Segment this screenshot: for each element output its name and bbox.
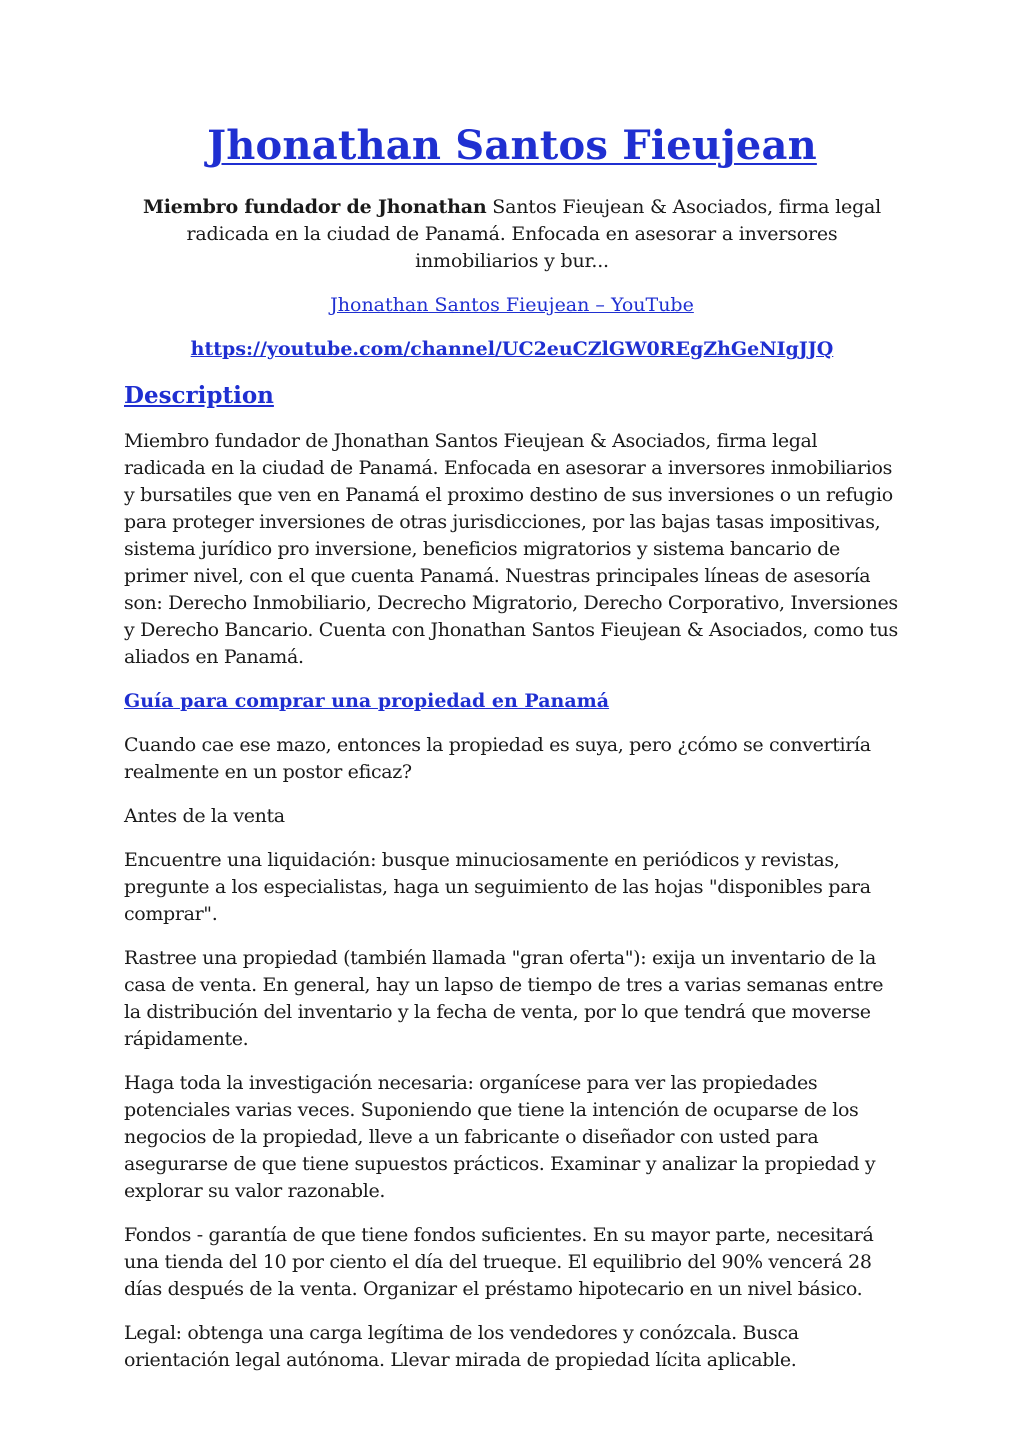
description-paragraph: Miembro fundador de Jhonathan Santos Fieujean & Asociados, firma legal radicada en la ciudad de Panamá. Enfocada en asesorar a inversores inmobiliarios y bursatiles que ven en Panamá el proximo destino de sus inversiones o un refugio para proteger inversiones de otras jurisdicciones, por las bajas tasas impositivas, sistema jurídico pro inversione, beneficios migratorios y sistema bancario de primer nivel, con el que cuenta Panamá. Nuestras principales líneas de asesoría son: Derecho Inmobiliario, Decrecho Migratorio, Derecho Corporativo, Inversiones y Derecho Bancario. Cuenta con Jhonathan Santos Fieujean & Asociados, como tus aliados en Panamá. [124, 430, 898, 668]
body-paragraph: Cuando cae ese mazo, entonces la propiedad es suya, pero ¿cómo se convertiría realmente en un postor eficaz? [124, 734, 871, 783]
guide-heading [124, 688, 900, 715]
intro-paragraph [124, 194, 900, 275]
page-title [124, 118, 900, 174]
description-heading [124, 380, 900, 412]
document-page [124, 118, 900, 1391]
youtube-url-line [124, 336, 900, 363]
youtube-link-line [124, 292, 900, 319]
body-paragraph: Antes de la venta [124, 805, 285, 827]
body-paragraph: Legal: obtenga una carga legítima de los vendedores y conózcala. Busca orientación legal autónoma. Llevar mirada de propiedad lícita aplicable. [124, 1322, 799, 1371]
body-paragraph: Fondos - garantía de que tiene fondos suficientes. En su mayor parte, necesitará una tienda del 10 por ciento el día del trueque. El equilibrio del 90% vencerá 28 días después de la venta. Organizar el préstamo hipotecario en un nivel básico. [124, 1224, 874, 1300]
body-paragraph: Haga toda la investigación necesaria: organícese para ver las propiedades potenciales varias veces. Suponiendo que tiene la intención de ocuparse de los negocios de la propiedad, lleve a un fabricante o diseñador con usted para asegurarse de que tiene supuestos prácticos. Examinar y analizar la propiedad y explorar su valor razonable. [124, 1072, 876, 1202]
body-paragraph: Rastree una propiedad (también llamada "gran oferta"): exija un inventario de la casa de venta. En general, hay un lapso de tiempo de tres a varias semanas entre la distribución del inventario y la fecha de venta, por lo que tendrá que moverse rápidamente. [124, 947, 884, 1050]
intro-bold-text: Miembro fundador de Jhonathan [142, 196, 487, 218]
guide-heading-link[interactable]: Guía para comprar una propiedad en Panamá [124, 690, 610, 712]
intro-rest-text: Santos Fieujean & Asociados, firma legal radicada en la ciudad de Panamá. Enfocada en asesorar a inversores inmobiliarios y bur... [186, 196, 882, 272]
description-heading-link[interactable]: Description [124, 382, 274, 409]
body-paragraph: Encuentre una liquidación: busque minuciosamente en periódicos y revistas, pregunte a los especialistas, haga un seguimiento de las hojas "disponibles para comprar". [124, 849, 871, 925]
youtube-url-link[interactable]: https://youtube.com/channel/UC2euCZlGW0REgZhGeNIgJJQ [190, 338, 834, 360]
youtube-link[interactable]: Jhonathan Santos Fieujean – YouTube [330, 294, 694, 316]
title-link[interactable]: Jhonathan Santos Fieujean [207, 122, 817, 169]
